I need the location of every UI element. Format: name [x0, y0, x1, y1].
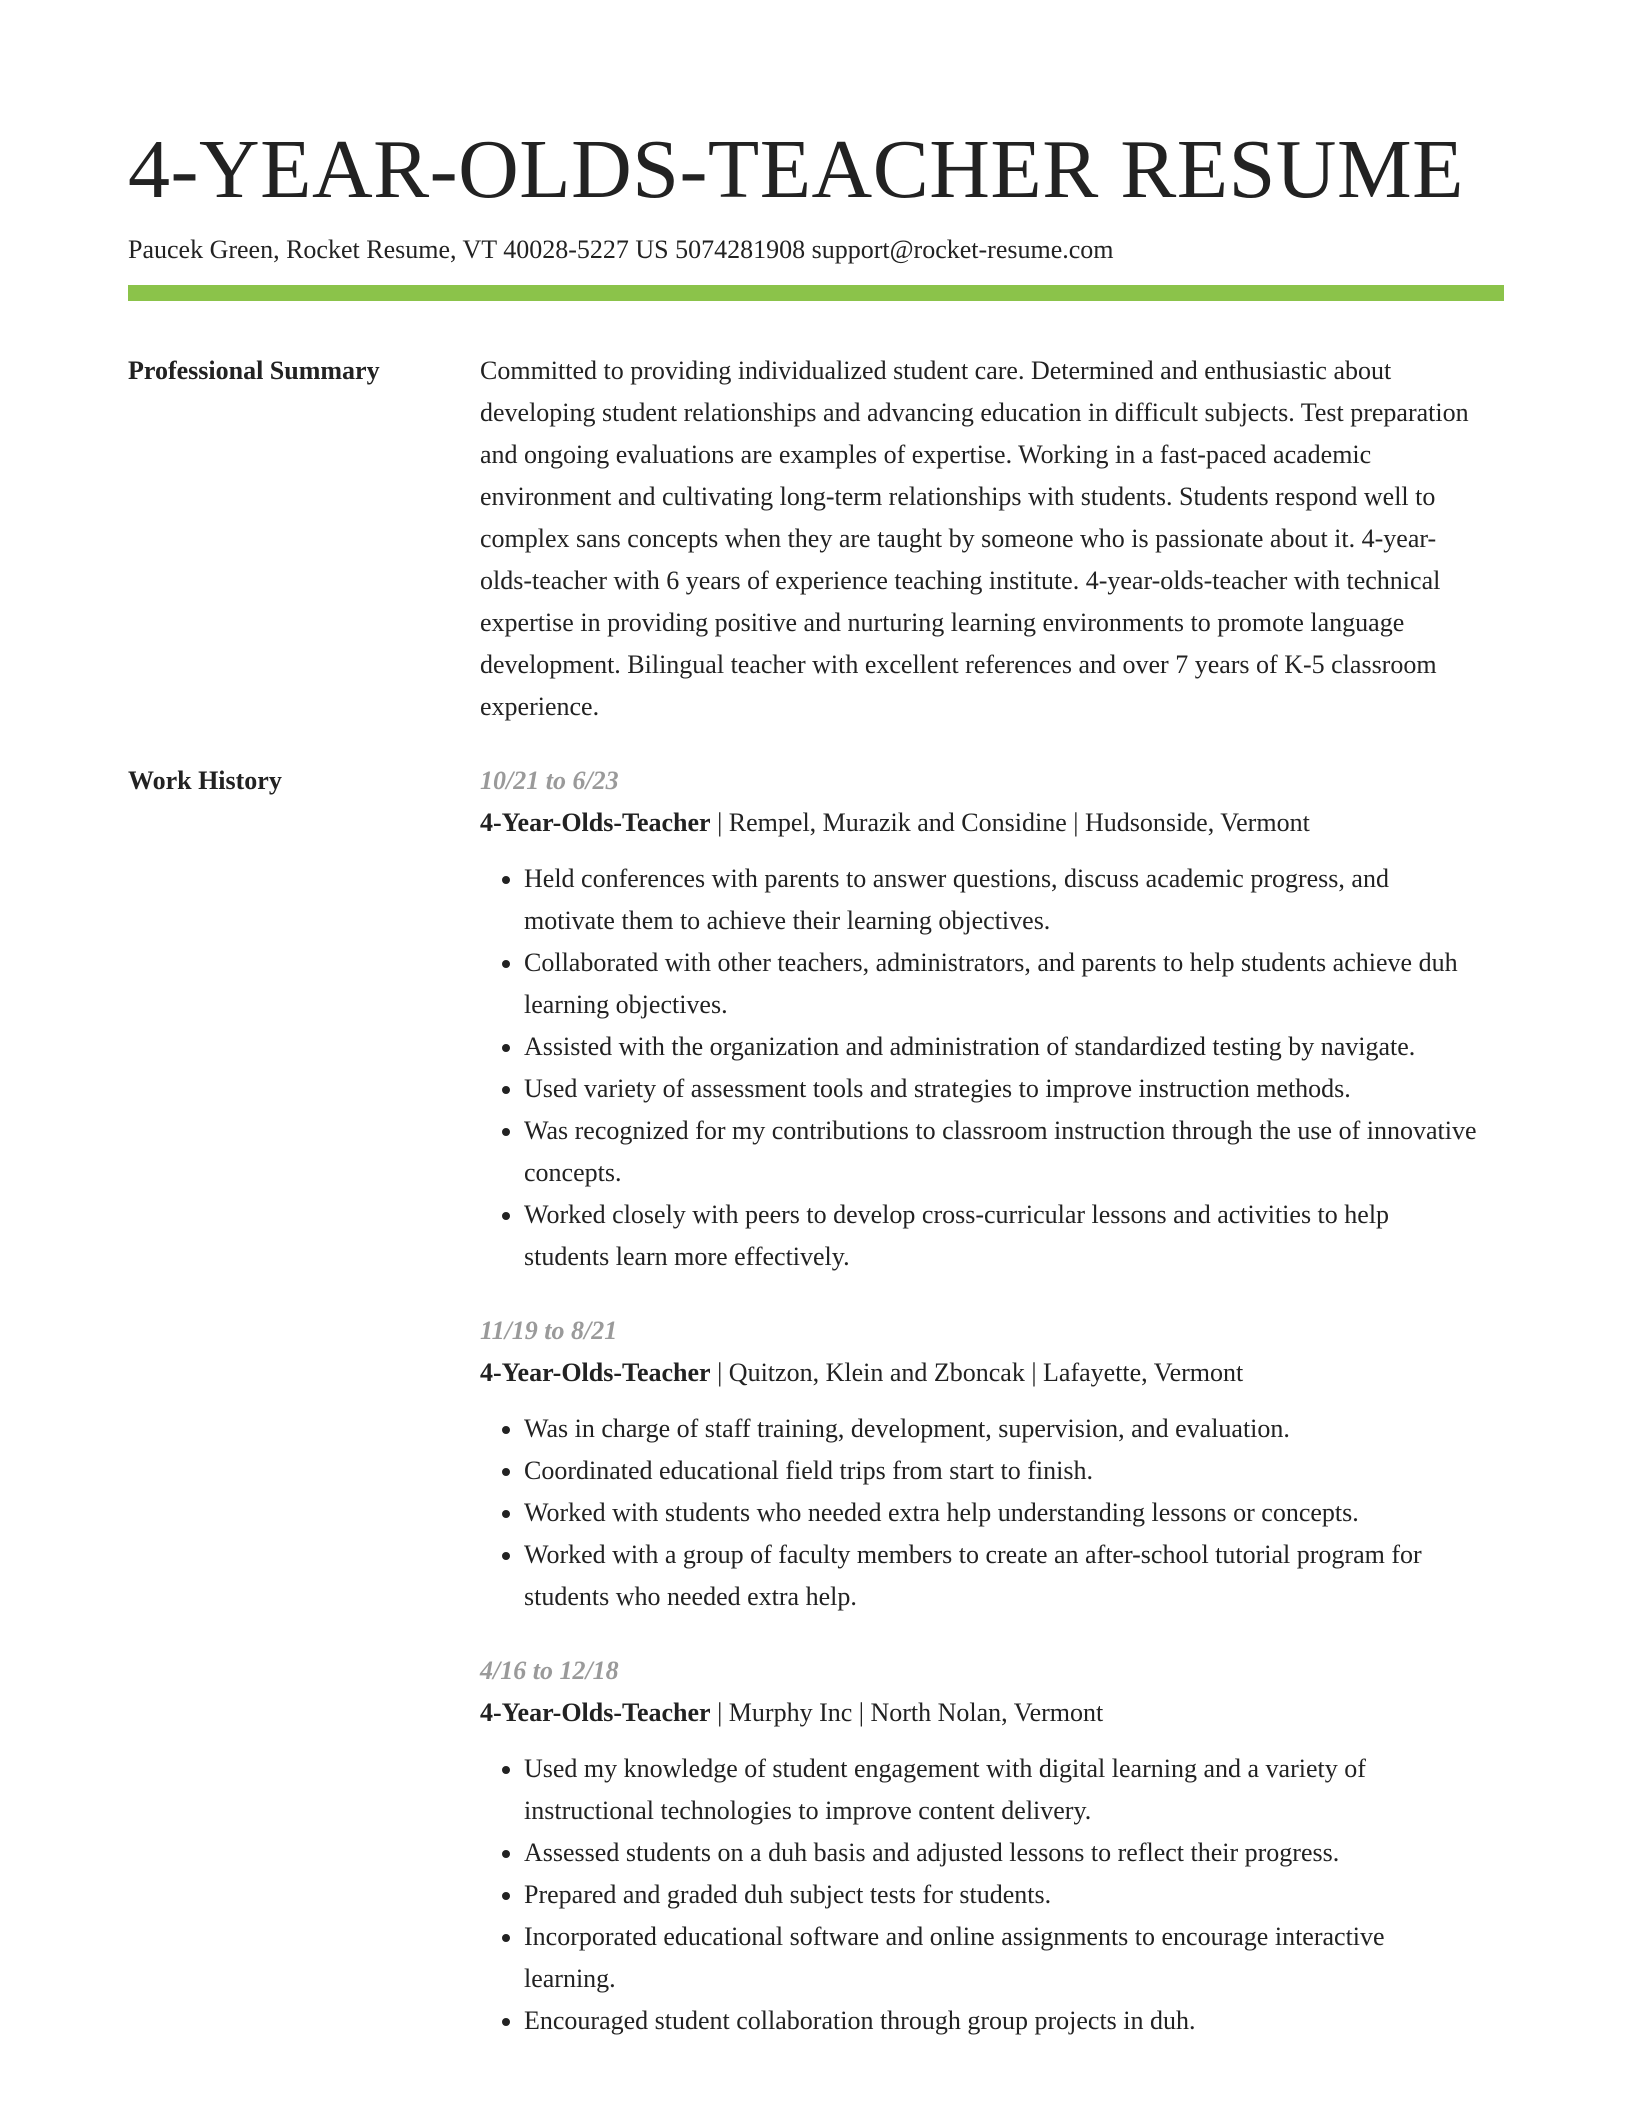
job-title: 4-Year-Olds-Teacher: [480, 1358, 711, 1387]
job-details: | Murphy Inc | North Nolan, Vermont: [710, 1698, 1104, 1727]
job-bullets: [480, 1748, 1480, 2042]
job-dates: 10/21 to 6/23: [480, 766, 619, 795]
job-entry: [480, 1310, 1480, 1618]
job-bullets: [480, 1408, 1480, 1618]
job-bullet: • Worked closely with peers to develop cross-curricular lessons and activities to help students learn more effectively.: [524, 1194, 1480, 1278]
job-details: | Rempel, Murazik and Considine | Hudsonside, Vermont: [710, 808, 1310, 837]
job-header: [480, 1692, 1480, 1734]
job-bullet: • Worked with students who needed extra help understanding lessons or concepts.: [524, 1492, 1480, 1534]
job-title: 4-Year-Olds-Teacher: [480, 808, 711, 837]
job-details: | Quitzon, Klein and Zboncak | Lafayette, Vermont: [710, 1358, 1244, 1387]
job-bullet: • Assessed students on a duh basis and adjusted lessons to reflect their progress.: [524, 1832, 1480, 1874]
job-bullet: • Collaborated with other teachers, administrators, and parents to help students achieve duh learning objectives.: [524, 942, 1480, 1026]
job-header: [480, 802, 1480, 844]
job-bullet: • Used variety of assessment tools and strategies to improve instruction methods.: [524, 1068, 1480, 1110]
job-entry: [480, 760, 1480, 1278]
job-bullet: • Coordinated educational field trips from start to finish.: [524, 1450, 1480, 1492]
work-history-list: [480, 760, 1480, 2074]
job-bullet: • Was recognized for my contributions to classroom instruction through the use of innovative concepts.: [524, 1110, 1480, 1194]
job-dates: 11/19 to 8/21: [480, 1316, 618, 1345]
job-bullet: • Used my knowledge of student engagement with digital learning and a variety of instructional technologies to improve content delivery.: [524, 1748, 1480, 1832]
job-bullets: [480, 858, 1480, 1278]
job-bullet: • Was in charge of staff training, development, supervision, and evaluation.: [524, 1408, 1480, 1450]
summary-text: Committed to providing individualized student care. Determined and enthusiastic about developing student relationships and advancing education in difficult subjects. Test preparation and ongoing evaluations are examples of expertise. Working in a fast-paced academic environment and cultivating long-term relationships with students. Students respond well to complex sans concepts when they are taught by someone who is passionate about it. 4-year-olds-teacher with 6 years of experience teaching institute. 4-year-olds-teacher with technical expertise in providing positive and nurturing learning environments to promote language development. Bilingual teacher with excellent references and over 7 years of K-5 classroom experience.: [480, 356, 1469, 721]
job-entry: [480, 1650, 1480, 2042]
job-header: [480, 1352, 1480, 1394]
job-bullet: • Encouraged student collaboration through group projects in duh.: [524, 2000, 1480, 2042]
summary-heading: Professional Summary: [128, 356, 380, 385]
job-bullet: • Assisted with the organization and administration of standardized testing by navigate.: [524, 1026, 1480, 1068]
job-bullet: • Incorporated educational software and online assignments to encourage interactive learning.: [524, 1916, 1480, 2000]
job-bullet: • Worked with a group of faculty members to create an after-school tutorial program for students who needed extra help.: [524, 1534, 1480, 1618]
job-bullet: • Held conferences with parents to answer questions, discuss academic progress, and motivate them to achieve their learning objectives.: [524, 858, 1480, 942]
job-title: 4-Year-Olds-Teacher: [480, 1698, 711, 1727]
contact-line: Paucek Green, Rocket Resume, VT 40028-5227 US 5074281908 support@rocket-resume.com: [128, 235, 1114, 264]
resume-title: 4-YEAR-OLDS-TEACHER RESUME: [128, 123, 1464, 216]
job-dates: 4/16 to 12/18: [480, 1656, 619, 1685]
work-history-heading: Work History: [128, 766, 282, 795]
job-bullet: • Prepared and graded duh subject tests for students.: [524, 1874, 1480, 1916]
accent-divider: [128, 285, 1504, 301]
